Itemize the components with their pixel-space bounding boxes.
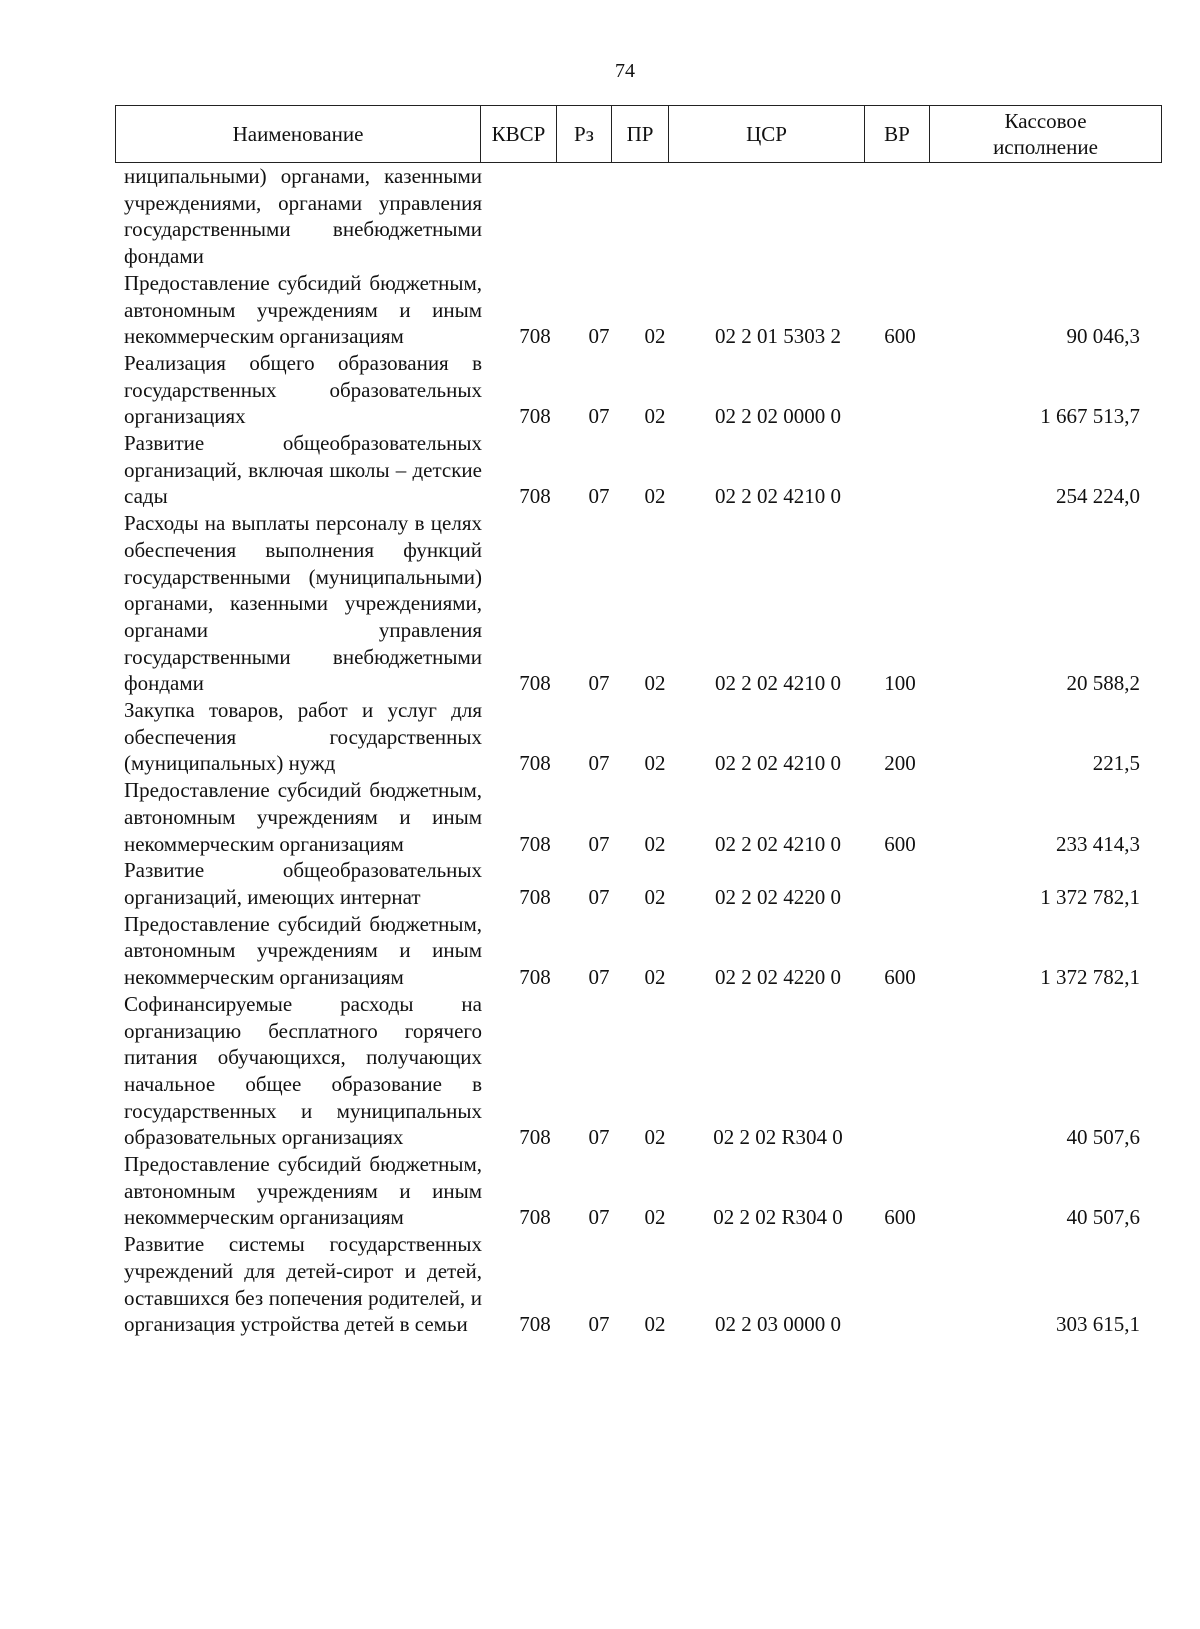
table-row: [0, 857, 1200, 910]
row-sum: 303 615,1: [1056, 1312, 1140, 1337]
row-kvsr: 708: [519, 1205, 551, 1230]
row-sum: 20 588,2: [1066, 671, 1140, 696]
row-csr: 02 2 02 R304 0: [713, 1205, 843, 1230]
row-pr: 02: [644, 404, 666, 429]
header-kvsr: КВСР: [481, 106, 557, 163]
row-name: Софинансируемые расходы на организацию бесплатного горячего питания обучающихся, получающих начальное общее образование в государственных и муниципальных образовательных организациях: [124, 991, 482, 1150]
row-rz: 07: [588, 831, 610, 856]
table-body: [0, 163, 1200, 1338]
table-row: [0, 510, 1200, 697]
table-row: [0, 270, 1200, 350]
row-sum: 40 507,6: [1066, 1205, 1140, 1230]
row-pr: 02: [644, 1312, 666, 1337]
row-rz: 07: [588, 1205, 610, 1230]
row-name: Развитие общеобразовательных организаций, включая школы – детские сады: [124, 431, 482, 509]
table-row: [0, 163, 1200, 270]
row-kvsr: 708: [519, 751, 551, 776]
row-name: Предоставление субсидий бюджетным, автономным учреждениям и иным некоммерческим организациям: [124, 1152, 482, 1230]
header-sum: [930, 106, 1162, 163]
row-sum: 254 224,0: [1056, 484, 1140, 509]
row-rz: 07: [588, 965, 610, 990]
row-sum: 1 372 782,1: [1040, 965, 1140, 990]
row-pr: 02: [644, 324, 666, 349]
row-name: Закупка товаров, работ и услуг для обеспечения государственных (муниципальных) нужд: [124, 698, 482, 776]
row-sum: 40 507,6: [1066, 1125, 1140, 1150]
table-row: [0, 777, 1200, 857]
row-pr: 02: [644, 484, 666, 509]
row-kvsr: 708: [519, 884, 551, 909]
row-vr: 600: [884, 324, 916, 349]
row-name: Реализация общего образования в государственных образовательных организациях: [124, 350, 482, 429]
header-pr: ПР: [612, 106, 669, 163]
row-pr: 02: [644, 884, 666, 909]
row-pr: 02: [644, 831, 666, 856]
row-sum: 1 372 782,1: [1040, 884, 1140, 909]
table-row: [0, 350, 1200, 430]
table-row: [0, 1151, 1200, 1231]
row-rz: 07: [588, 1312, 610, 1337]
header-rz: Рз: [557, 106, 612, 163]
table-header: [115, 105, 1162, 163]
row-name: Расходы на выплаты персоналу в целях обеспечения выполнения функций государственными (муниципальными) органами, казенными учреждениями, органами управления государственными внебюджетными фондами: [124, 511, 482, 696]
row-rz: 07: [588, 1125, 610, 1150]
row-pr: 02: [644, 1125, 666, 1150]
row-rz: 07: [588, 404, 610, 429]
row-name: Предоставление субсидий бюджетным, автономным учреждениям и иным некоммерческим организациям: [124, 911, 482, 990]
header-vr: ВР: [865, 106, 930, 163]
row-csr: 02 2 02 R304 0: [713, 1125, 843, 1150]
row-kvsr: 708: [519, 324, 551, 349]
row-kvsr: 708: [519, 1312, 551, 1337]
row-pr: 02: [644, 751, 666, 776]
row-csr: 02 2 02 0000 0: [715, 404, 841, 429]
row-kvsr: 708: [519, 965, 551, 990]
table-row: [0, 991, 1200, 1151]
row-csr: 02 2 02 4210 0: [715, 671, 841, 696]
row-csr: 02 2 03 0000 0: [715, 1312, 841, 1337]
row-csr: 02 2 02 4220 0: [715, 884, 841, 909]
row-kvsr: 708: [519, 671, 551, 696]
header-csr: ЦСР: [669, 106, 865, 163]
table-row: [0, 697, 1200, 777]
row-sum: 233 414,3: [1056, 831, 1140, 856]
row-kvsr: 708: [519, 831, 551, 856]
row-name: ниципальными) органами, казенными учреждениями, органами управления государственными внебюджетными фондами: [124, 164, 482, 269]
row-name: Предоставление субсидий бюджетным, автономным учреждениям и иным некоммерческим организациям: [124, 270, 482, 349]
row-vr: 600: [884, 1205, 916, 1230]
row-csr: 02 2 02 4210 0: [715, 751, 841, 776]
row-vr: 100: [884, 671, 916, 696]
header-sum-line2: исполнение: [993, 135, 1098, 159]
row-pr: 02: [644, 1205, 666, 1230]
row-csr: 02 2 02 4210 0: [715, 831, 841, 856]
row-pr: 02: [644, 965, 666, 990]
row-name: Предоставление субсидий бюджетным, автономным учреждениям и иным некоммерческим организациям: [124, 778, 482, 856]
table-row: [0, 430, 1200, 510]
row-rz: 07: [588, 751, 610, 776]
row-name: Развитие системы государственных учреждений для детей-сирот и детей, оставшихся без попечения родителей, и организация устройства детей в семьи: [124, 1232, 482, 1337]
row-sum: 221,5: [1092, 751, 1140, 776]
row-vr: 200: [884, 751, 916, 776]
page-number: 74: [615, 60, 635, 82]
row-csr: 02 2 02 4210 0: [715, 484, 841, 509]
row-name: Развитие общеобразовательных организаций, имеющих интернат: [124, 858, 482, 909]
row-sum: 90 046,3: [1066, 324, 1140, 349]
row-kvsr: 708: [519, 484, 551, 509]
row-csr: 02 2 01 5303 2: [715, 324, 841, 349]
table-row: [0, 1231, 1200, 1338]
row-vr: 600: [884, 965, 916, 990]
row-vr: 600: [884, 831, 916, 856]
header-sum-line1: Кассовое: [1004, 109, 1087, 133]
row-rz: 07: [588, 671, 610, 696]
row-kvsr: 708: [519, 404, 551, 429]
row-kvsr: 708: [519, 1125, 551, 1150]
row-sum: 1 667 513,7: [1040, 404, 1140, 429]
row-rz: 07: [588, 324, 610, 349]
header-name: Наименование: [116, 106, 481, 163]
row-pr: 02: [644, 671, 666, 696]
row-rz: 07: [588, 884, 610, 909]
row-rz: 07: [588, 484, 610, 509]
table-row: [0, 911, 1200, 991]
row-csr: 02 2 02 4220 0: [715, 965, 841, 990]
